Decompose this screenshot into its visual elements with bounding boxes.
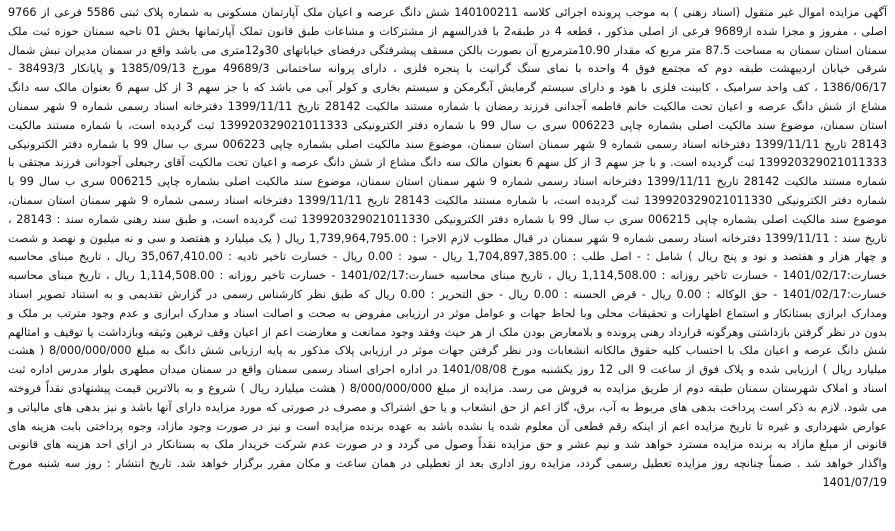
auction-notice-text: آگهی مزایده اموال غیر منقول (اسناد رهنی ) به موجب پرونده اجرائی کلاسه 140100211 شش دانگ عرصه و اعیان ملک آپارتمان مسکونی به شماره پلاک ثبتی 5586 فرعی از 9766 اصلی ، مفروز و مجزا شده از9689 فرعی از اصلی مذکور ، قطعه 4 در طبقه2 با قدرالسهم از مشترکات و مشاعات طبق قانون تملک آپارتمانها بخش 01 ناحیه سمنان حوزه ثبت ملک سمنان استان سمنان به مساحت 87.5 متر مربع که مقدار 10.90مترمربع آن بصورت بالکن مسقف پیشرفتگی درفضای خیابانهای 30و12متری می باشد واقع در سمنان مدیران نبش شمال شرقی خیابان اردیبهشت طبقه دوم که مجتمع فوق 4 واحده با نمای سنگ گرانیت با پنجره فلزی ، دارای پروانه ساختمانی 49689/3 مورخ 1385/09/13 و پایانکار 38493/3 - 1386/06/17 ، کف واحد سرامیک ، کابینت فلزی با هود و دارای سیستم گرمایش آبگرمکن و سیستم بخاری و کولر آبی می باشد که با جز سهم 3 از کل سهم 6 بعنوان مالک سه دانگ مشاع از شش دانگ عرصه و اعیان تحت مالکیت خانم فاطمه آجدانی فرزند رمضان با شماره مستند مالکیت 28142 تاریخ 1399/11/11 دفترخانه اسناد رسمی شماره 9 شهر سمنان استان سمنان، موضوع سند مالکیت اصلی بشماره چاپی 006223 سری ب سال 99 با شماره دفتر الکترونیکی 139920329021011333 ثبت گردیده است، با شماره مستند مالکیت 28143 تاریخ 1399/11/11 دفترخانه اسناد رسمی شماره 9 شهر سمنان استان سمنان، موضوع سند مالکیت اصلی بشماره چاپی 006223 سری ب سال 99 با شماره دفتر الکترونیکی 139920329021011333 ثبت گردیده است. و با جز سهم 3 از کل سهم 6 بعنوان مالک سه دانگ مشاع از شش دانگ عرصه و اعیان تحت مالکیت آقای رجبعلی آجودانی فرزند مجتقی با شماره مستند مالکیت 28142 تاریخ 1399/11/11 دفترخانه اسناد رسمی شماره 9 شهر سمنان استان سمنان، موضوع سند مالکیت اصلی بشماره چاپی 006215 سری ب سال 99 با شماره دفتر الکترونیکی 139920329021011330 ثبت گردیده است، با شماره مستند مالکیت 28143 تاریخ 1399/11/11 دفترخانه اسناد رسمی شماره 9 شهر سمنان استان سمنان، موضوع سند مالکیت اصلی بشماره چاپی 006215 سری ب سال 99 با شماره دفتر الکترونیکی 139920329021011330 ثبت گردیده است، و طبق سند رهنی شماره سند : 28143 ، تاریخ سند : 1399/11/11 دفترخانه اسناد رسمی شماره 9 شهر سمنان در قبال مطلوب لازم الاجرا : 1,739,964,795.00 ریال ( یک میلیارد و هفتصد و سی و نه میلیون و نهصد و شصت و چهار هزار و هفتصد و نود و پنج ریال ) شامل : - اصل طلب : 1,704,897,385.00 ریال - سود : 0.00 ریال - خسارت تاخیر تادیه : 35,067,410.00 ریال ، تاریخ مبنای محاسبه خسارت:1401/02/17 - خسارت تاخیر روزانه : 1,114,508.00 ریال ، تاریخ مبنای محاسبه خسارت:1401/02/17 - خسارت تاخیر روزانه : 1,114,508.00 ریال ، تاریخ مبنای محاسبه خسارت:1401/02/17 - حق الوکاله : 0.00 ریال - قرض الحسنه : 0.00 ریال - حق التحریر : 0.00 ریال که طبق نظر کارشناس رسمی در گزارش تقدیمی و به استناد تصویر اسناد ومدارک ابرازی بستانکار و استماع اظهارات و تحقیقات محلی وبا لحاظ جهات و عوامل موثر در ارزیابی مفروض به صحت و اصالت اسناد و مدارک ابرازی و عدم وجود مترتب بر ملک و بدون در نظر گرفتن بازداشتی وهرگونه قرارداد رهنی پرونده و بلامعارض بودن ملک از هر حیث وفقد وجود ممانعت و معارضت اعم از اعیان وقف ترهین وثیقه وبازداشت یا توقیف و امثالهم شش دانگ عرصه و اعیان ملک با احتساب کلیه حقوق مالکانه انشعابات ودر نظر گرفتن جهات موثر در ارزیابی پلاک مذکور به پایه ارزیابی شش دانگ به مبلغ 8/000/000/000 ( هشت میلیارد ریال ) ارزیابی شده و پلاک فوق از ساعت 9 الی 12 روز یکشنبه مورخ 1401/08/08 در اداره اجرای اسناد رسمی سمنان واقع در سمنان میدان مطهری بلوار مدرس اداره ثبت اسناد و املاک شهرستان سمنان طبقه دوم از طریق مزایده به فروش می رسد. مزایده از مبلغ 8/000/000/000 ( هشت میلیارد ریال ) شروع و به بالاترین قیمت پیشنهادی نقداً فروخته می شود. لازم به ذکر است پرداخت بدهی های مربوط به آب، برق، گاز اعم از حق انشعاب و یا حق اشتراک و مصرف در صورتی که مورد مزایده دارای آنها باشد و نیز بدهی های مالیاتی و عوارض شهرداری و غیره تا تاریخ مزایده اعم از اینکه رقم قطعی آن معلوم شده یا نشده باشد به عهده برنده مزایده است و نیز در صورت وجود مازاد، وجوه پرداختی بابت هزینه های قانونی از مبلغ مازاد به برنده مزایده مسترد خواهد شد و نیم عشر و حق مزایده نقداً وصول می گردد و در صورت عدم شرکت خریدار ملک به بستانکار در ازای احد هزینه های قانونی واگذار خواهد شد . ضمناً چنانچه روز مزایده تعطیل رسمی گردد، مزایده روز اداری بعد از تعطیلی در همان ساعت و مکان مقرر برگزار خواهد شد. تاریخ انتشار : روز سه شنبه مورخ 1401/07/19: [8, 6, 888, 489]
